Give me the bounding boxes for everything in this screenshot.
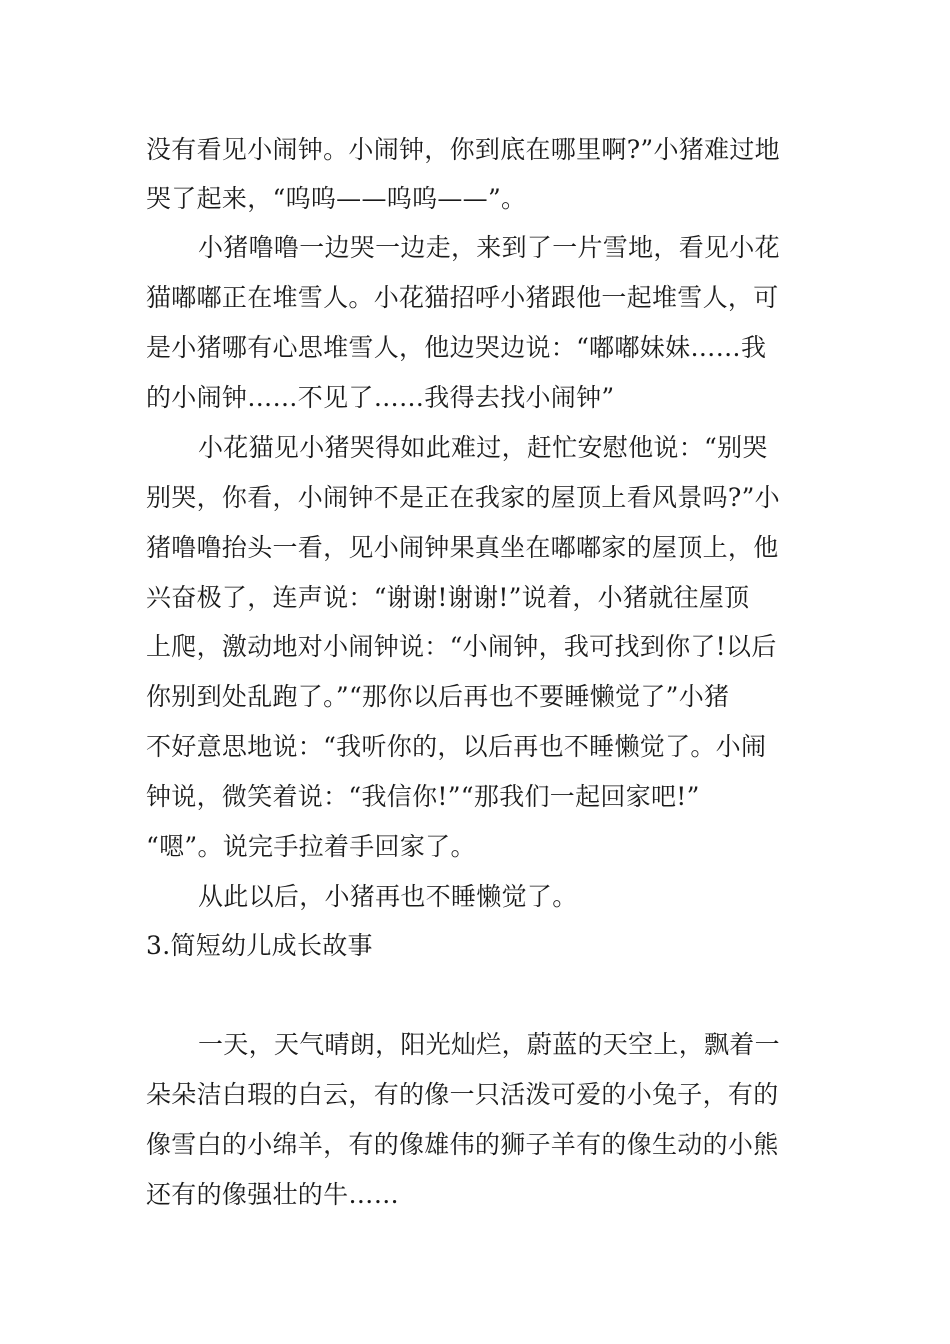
text-line: 上爬，激动地对小闹钟说：“小闹钟，我可找到你了!以后	[146, 632, 777, 661]
text-line: 哭了起来，“呜呜——呜呜——”。	[146, 184, 527, 213]
text-line: 没有看见小闹钟。小闹钟，你到底在哪里啊?”小猪难过地	[146, 135, 780, 164]
paragraph-start-line: 一天，天气晴朗，阳光灿烂，蔚蓝的天空上，飘着一	[198, 1030, 780, 1059]
text-line: “嗯”。说完手拉着手回家了。	[146, 832, 476, 861]
text-line: 还有的像强壮的牛……	[146, 1180, 400, 1209]
text-line: 是小猪哪有心思堆雪人，他边哭边说：“嘟嘟妹妹……我	[146, 333, 767, 362]
text-line: 钟说，微笑着说：“我信你!”“那我们一起回家吧!”	[146, 782, 700, 811]
text-line: 你别到处乱跑了。”“那你以后再也不要睡懒觉了”小猪	[146, 682, 730, 711]
text-line: 的小闹钟……不见了……我得去找小闹钟”	[146, 383, 615, 412]
paragraph-start-line: 小猪噜噜一边哭一边走，来到了一片雪地，看见小花	[198, 233, 780, 262]
paragraph-start-line: 小花猫见小猪哭得如此难过，赶忙安慰他说：“别哭	[198, 433, 768, 462]
text-line: 猫嘟嘟正在堆雪人。小花猫招呼小猪跟他一起堆雪人，可	[146, 283, 779, 312]
text-line: 兴奋极了，连声说：“谢谢!谢谢!”说着，小猪就往屋顶	[146, 583, 750, 612]
text-line: 不好意思地说：“我听你的，以后再也不睡懒觉了。小闹	[146, 732, 767, 761]
text-line: 朵朵洁白瑕的白云，有的像一只活泼可爱的小兔子，有的	[146, 1080, 779, 1109]
text-line: 别哭，你看，小闹钟不是正在我家的屋顶上看风景吗?”小	[146, 483, 780, 512]
section-heading: 3.简短幼儿成长故事	[146, 931, 373, 960]
text-line: 像雪白的小绵羊，有的像雄伟的狮子羊有的像生动的小熊	[146, 1130, 779, 1159]
text-line: 猪噜噜抬头一看，见小闹钟果真坐在嘟嘟家的屋顶上，他	[146, 533, 779, 562]
paragraph-start-line: 从此以后，小猪再也不睡懒觉了。	[198, 882, 578, 911]
